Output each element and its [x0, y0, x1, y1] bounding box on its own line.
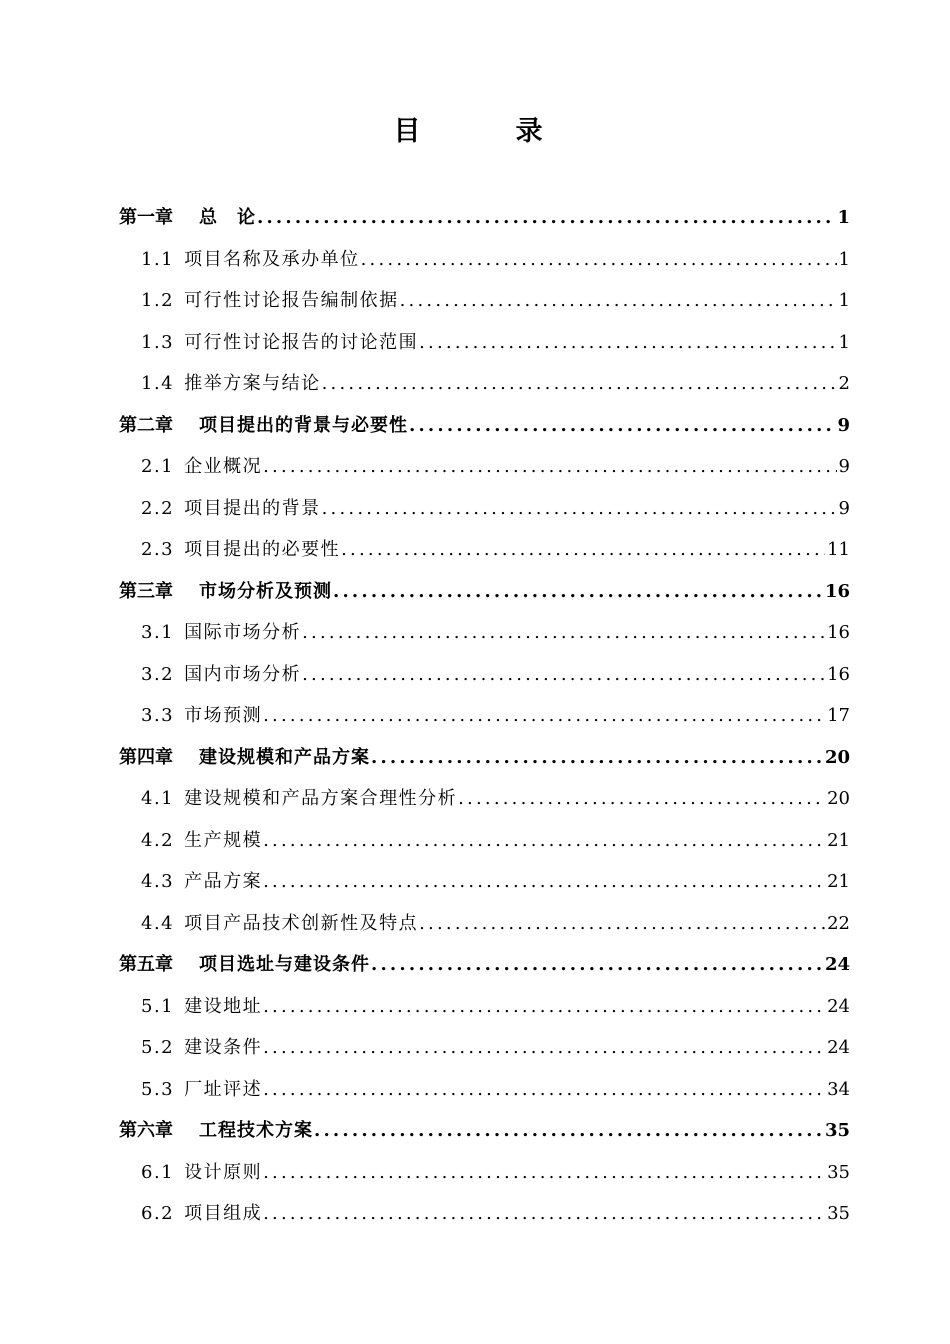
entry-page-number: 2	[838, 373, 850, 394]
entry-page-number: 34	[827, 1078, 850, 1100]
entry-page-number: 17	[827, 705, 850, 726]
toc-section-entry[interactable]	[119, 861, 850, 903]
entry-number: 4.4	[141, 912, 175, 934]
dot-leader	[263, 820, 825, 862]
toc-chapter-entry[interactable]	[119, 1110, 850, 1152]
toc-chapter-entry[interactable]	[119, 197, 850, 239]
entry-page-number: 11	[827, 539, 850, 560]
entry-page-number: 21	[827, 871, 850, 892]
dot-leader	[263, 1069, 825, 1111]
entry-number: 2.2	[141, 497, 175, 519]
toc-section-entry[interactable]	[119, 612, 850, 654]
entry-title: 市场预测	[184, 705, 263, 726]
toc-title: 目 录	[393, 116, 577, 147]
entry-title: 国内市场分析	[184, 663, 302, 685]
toc-section-entry[interactable]	[119, 1152, 850, 1194]
toc-section-entry[interactable]	[119, 529, 850, 571]
entry-title: 项目提出的必要性	[184, 539, 341, 560]
dot-leader	[263, 695, 825, 737]
entry-title: 建设规模和产品方案合理性分析	[184, 788, 458, 809]
toc-list	[119, 197, 850, 1235]
toc-chapter-entry[interactable]	[119, 405, 850, 447]
dot-leader	[314, 1110, 823, 1152]
dot-leader	[419, 322, 836, 364]
entry-page-number: 1	[838, 331, 850, 353]
entry-title: 建设地址	[184, 995, 263, 1017]
entry-number: 4.3	[141, 871, 175, 892]
entry-title: 项目选址与建设条件	[199, 954, 370, 975]
entry-title: 项目组成	[184, 1203, 263, 1224]
dot-leader	[263, 1193, 825, 1235]
dot-leader	[322, 363, 837, 405]
dot-leader	[322, 488, 837, 530]
entry-number: 5.2	[141, 1037, 175, 1058]
entry-page-number: 20	[824, 746, 850, 768]
entry-title: 可行性讨论报告的讨论范围	[184, 331, 419, 353]
dot-leader	[400, 280, 837, 322]
entry-title: 项目提出的背景	[184, 497, 321, 519]
entry-number: 2.1	[141, 456, 175, 477]
entry-number: 4.2	[141, 829, 175, 851]
dot-leader	[333, 571, 823, 613]
entry-number: 3.1	[141, 622, 175, 643]
dot-leader	[419, 903, 825, 945]
toc-chapter-entry[interactable]	[119, 571, 850, 613]
toc-section-entry[interactable]	[119, 446, 850, 488]
entry-page-number: 21	[827, 829, 850, 851]
dot-leader	[263, 446, 836, 488]
entry-number: 1.4	[141, 373, 175, 394]
dot-leader	[341, 529, 825, 571]
entry-page-number: 1	[838, 290, 850, 311]
dot-leader	[257, 197, 835, 239]
entry-title: 市场分析及预测	[199, 580, 332, 602]
entry-title: 总 论	[199, 207, 256, 228]
entry-page-number: 1	[838, 248, 850, 270]
toc-section-entry[interactable]	[119, 280, 850, 322]
dot-leader	[263, 1027, 825, 1069]
entry-page-number: 35	[827, 1203, 850, 1224]
toc-section-entry[interactable]	[119, 1193, 850, 1235]
entry-title: 项目提出的背景与必要性	[199, 414, 408, 436]
entry-number: 1.2	[141, 290, 175, 311]
entry-number: 第六章	[119, 1120, 173, 1141]
entry-title: 建设规模和产品方案	[199, 746, 370, 768]
toc-chapter-entry[interactable]	[119, 737, 850, 779]
dot-leader	[263, 986, 825, 1028]
entry-title: 项目产品技术创新性及特点	[184, 912, 419, 934]
toc-section-entry[interactable]	[119, 654, 850, 696]
entry-title: 国际市场分析	[184, 622, 302, 643]
entry-page-number: 9	[837, 414, 850, 436]
entry-title: 项目名称及承办单位	[184, 248, 360, 270]
entry-number: 第一章	[119, 207, 173, 228]
dot-leader	[371, 944, 823, 986]
entry-title: 建设条件	[184, 1037, 263, 1058]
entry-page-number: 24	[824, 954, 850, 975]
entry-number: 4.1	[141, 788, 175, 809]
dot-leader	[371, 737, 823, 779]
entry-title: 推举方案与结论	[184, 373, 321, 394]
entry-page-number: 24	[827, 995, 850, 1017]
toc-section-entry[interactable]	[119, 778, 850, 820]
toc-section-entry[interactable]	[119, 986, 850, 1028]
entry-page-number: 24	[827, 1037, 850, 1058]
entry-page-number: 16	[827, 663, 850, 685]
dot-leader	[361, 239, 837, 281]
entry-number: 6.1	[141, 1161, 175, 1183]
entry-title: 企业概况	[184, 456, 263, 477]
entry-number: 第三章	[119, 580, 173, 602]
entry-title: 厂址评述	[184, 1078, 263, 1100]
entry-title: 工程技术方案	[199, 1120, 313, 1141]
dot-leader	[409, 405, 835, 447]
entry-number: 2.3	[141, 539, 175, 560]
entry-number: 1.3	[141, 331, 175, 353]
entry-number: 3.2	[141, 663, 175, 685]
entry-title: 产品方案	[184, 871, 263, 892]
dot-leader	[263, 1152, 825, 1194]
entry-number: 1.1	[141, 248, 175, 270]
dot-leader	[302, 654, 825, 696]
entry-number: 3.3	[141, 705, 175, 726]
entry-page-number: 35	[824, 1120, 850, 1141]
toc-section-entry[interactable]	[119, 903, 850, 945]
toc-section-entry[interactable]	[119, 363, 850, 405]
toc-section-entry[interactable]	[119, 322, 850, 364]
entry-page-number: 35	[827, 1161, 850, 1183]
dot-leader	[458, 778, 825, 820]
toc-section-entry[interactable]	[119, 820, 850, 862]
entry-title: 可行性讨论报告编制依据	[184, 290, 399, 311]
entry-number: 6.2	[141, 1203, 175, 1224]
entry-page-number: 9	[838, 497, 850, 519]
toc-section-entry[interactable]	[119, 239, 850, 281]
entry-page-number: 16	[824, 580, 850, 602]
toc-section-entry[interactable]	[119, 1027, 850, 1069]
toc-section-entry[interactable]	[119, 488, 850, 530]
entry-page-number: 1	[837, 207, 850, 228]
toc-section-entry[interactable]	[119, 1069, 850, 1111]
entry-number: 第四章	[119, 746, 173, 768]
dot-leader	[263, 861, 825, 903]
entry-page-number: 9	[838, 456, 850, 477]
entry-number: 第二章	[119, 414, 173, 436]
toc-section-entry[interactable]	[119, 695, 850, 737]
dot-leader	[302, 612, 825, 654]
entry-number: 5.1	[141, 995, 175, 1017]
entry-number: 第五章	[119, 954, 173, 975]
entry-page-number: 16	[827, 622, 850, 643]
toc-chapter-entry[interactable]	[119, 944, 850, 986]
entry-number: 5.3	[141, 1078, 175, 1100]
entry-page-number: 22	[827, 912, 850, 934]
entry-title: 生产规模	[184, 829, 263, 851]
entry-page-number: 20	[827, 788, 850, 809]
entry-title: 设计原则	[184, 1161, 263, 1183]
